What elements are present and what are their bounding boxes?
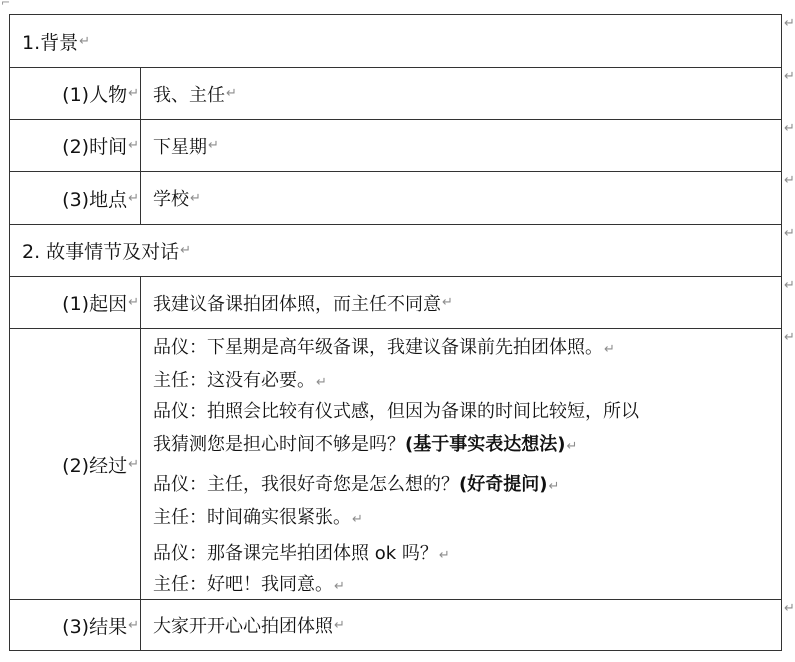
paragraph-mark-icon: ↵	[190, 190, 201, 206]
row-label: (3)地点	[62, 188, 128, 211]
end-of-row-mark-icon: ↵	[784, 121, 795, 136]
dialogue-text: 品仪：拍照会比较有仪式感，但因为备课的时间比较短，所以	[153, 401, 639, 422]
row-value-cell	[141, 68, 781, 119]
end-of-row-mark-icon: ↵	[784, 330, 795, 345]
dialogue-line	[153, 397, 639, 423]
paragraph-mark-icon: ↵	[566, 439, 578, 454]
corner-mark: ⌐	[1, 0, 11, 9]
row-label-cell	[10, 120, 141, 171]
end-of-row-mark-icon: ↵	[784, 173, 795, 188]
dialogue-cell	[141, 329, 781, 599]
dialogue-text: 主任：好吧！我同意。	[153, 574, 333, 595]
paragraph-mark-icon: ↵	[128, 456, 139, 472]
row-process	[10, 329, 781, 600]
row-label-cell	[10, 172, 141, 224]
paragraph-mark-icon: ↵	[548, 479, 560, 494]
paragraph-mark-icon: ↵	[334, 617, 345, 633]
row-value: 学校	[153, 189, 189, 210]
row-value-cell	[141, 172, 781, 224]
paragraph-mark-icon: ↵	[442, 295, 453, 310]
dialogue-line	[153, 470, 559, 496]
story-table	[9, 14, 782, 651]
end-of-row-mark-icon: ↵	[784, 601, 795, 616]
paragraph-mark-icon: ↵	[334, 579, 345, 594]
row-value: 下星期	[153, 136, 207, 158]
dialogue-text: 主任：这没有必要。	[153, 370, 315, 391]
dialogue-text: 品仪：下星期是高年级备课，我建议备课前先拍团体照。	[153, 337, 603, 358]
section-title-story: 2. 故事情节及对话	[22, 241, 180, 263]
end-of-row-mark-icon: ↵	[784, 69, 795, 84]
row-value-cell	[141, 277, 781, 328]
paragraph-mark-icon: ↵	[604, 342, 615, 357]
row-result	[10, 600, 781, 650]
row-cause	[10, 277, 781, 329]
row-label: (1)人物	[62, 84, 128, 106]
dialogue-annotation: (基于事实表达想法)	[405, 434, 566, 455]
row-label: (2)时间	[62, 136, 128, 158]
dialogue-annotation: (好奇提问)	[459, 474, 548, 495]
paragraph-mark-icon: ↵	[128, 138, 139, 153]
paragraph-mark-icon: ↵	[226, 86, 237, 101]
section-title-background: 1.背景	[22, 31, 79, 54]
dialogue-line	[153, 503, 363, 529]
paragraph-mark-icon: ↵	[180, 243, 192, 258]
section-story-row	[10, 225, 781, 277]
paragraph-mark-icon: ↵	[352, 512, 363, 527]
end-of-row-mark-icon: ↵	[784, 16, 795, 31]
paragraph-mark-icon: ↵	[128, 295, 139, 310]
dialogue-line	[153, 366, 327, 392]
row-label-cell	[10, 277, 141, 328]
dialogue-line	[153, 430, 577, 456]
row-time	[10, 120, 781, 172]
paragraph-mark-icon: ↵	[438, 548, 450, 563]
end-of-row-mark-icon: ↵	[784, 278, 795, 293]
paragraph-mark-icon: ↵	[316, 375, 327, 390]
dialogue-line	[153, 333, 615, 359]
row-value: 我建议备课拍团体照，而主任不同意	[153, 293, 441, 315]
row-label: (2)经过	[62, 454, 128, 477]
row-value-cell	[141, 120, 781, 171]
paragraph-mark-icon: ↵	[128, 190, 139, 206]
row-label-cell	[10, 600, 141, 650]
dialogue-text: 主任：时间确实很紧张。	[153, 507, 351, 528]
paragraph-mark-icon: ↵	[128, 617, 139, 633]
row-label: (1)起因	[62, 293, 128, 315]
paragraph-mark-icon: ↵	[79, 33, 91, 49]
dialogue-text: 品仪：主任，我很好奇您是怎么想的？	[153, 474, 459, 495]
paragraph-mark-icon: ↵	[208, 138, 219, 153]
row-label-cell	[10, 329, 141, 599]
row-value: 大家开开心心拍团体照	[153, 616, 333, 637]
paragraph-mark-icon: ↵	[128, 86, 139, 101]
row-label-cell	[10, 68, 141, 119]
end-of-row-mark-icon: ↵	[784, 226, 795, 241]
row-value-cell	[141, 600, 781, 650]
dialogue-line	[153, 539, 450, 565]
row-people	[10, 68, 781, 120]
dialogue-text: 我猜测您是担心时间不够是吗？	[153, 434, 405, 455]
section-background-row	[10, 15, 781, 68]
row-value: 我、主任	[153, 84, 225, 106]
row-label: (3)结果	[62, 615, 128, 638]
row-place	[10, 172, 781, 225]
dialogue-text: 品仪：那备课完毕拍团体照 ok 吗？	[153, 543, 438, 564]
dialogue-line	[153, 570, 345, 596]
